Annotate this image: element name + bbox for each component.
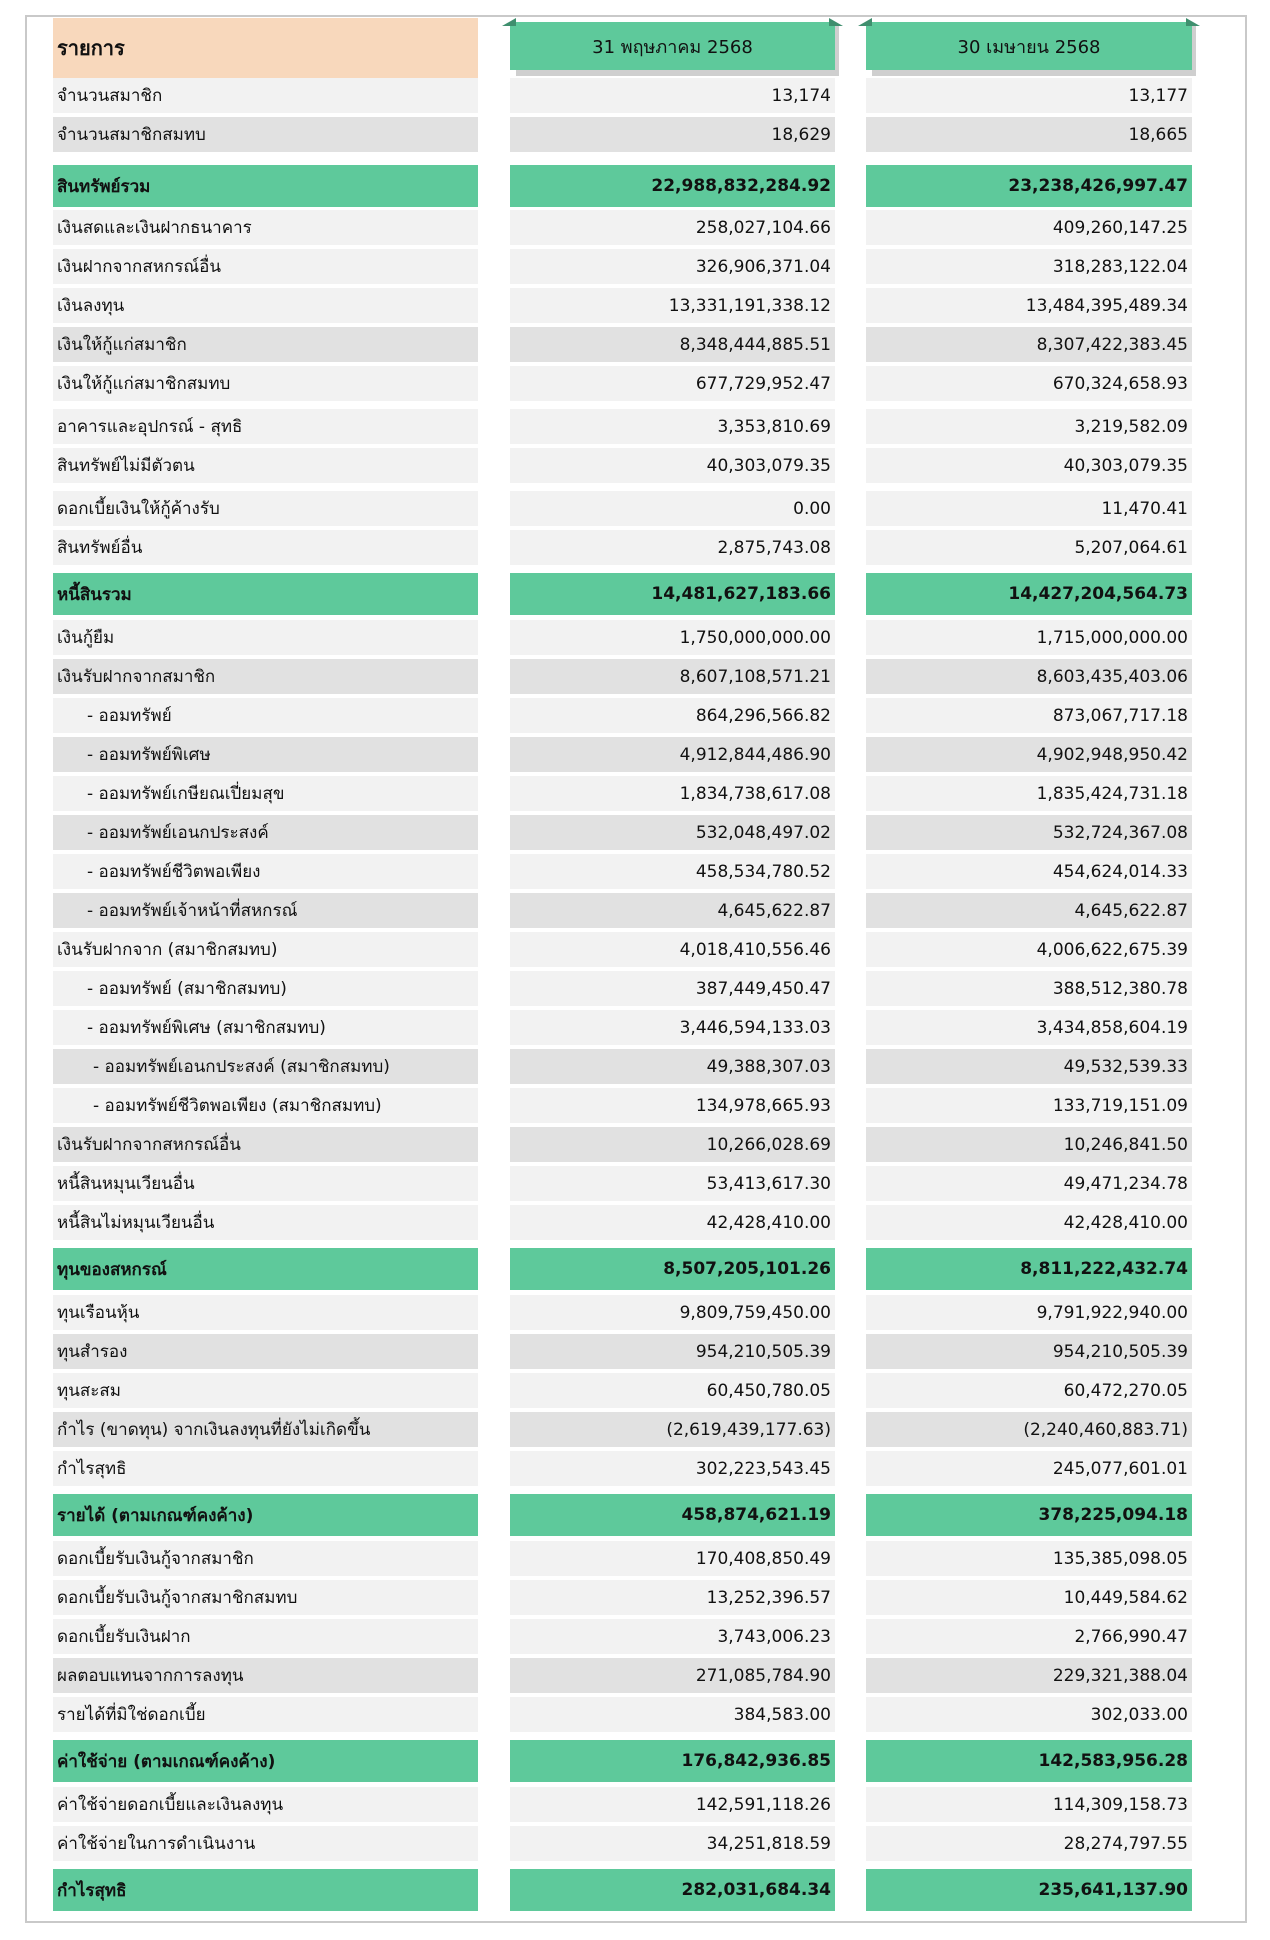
row-value-may: 0.00 [510,491,835,526]
row-label: ค่าใช้จ่าย (ตามเกณฑ์คงค้าง) [53,1740,478,1782]
row-value-may: 677,729,952.47 [510,366,835,401]
row-label: ดอกเบี้ยรับเงินกู้จากสมาชิก [53,1541,478,1576]
row-value-may: 18,629 [510,117,835,152]
row-value-april: 60,472,270.05 [866,1373,1192,1408]
row-value-april: 4,006,622,675.39 [866,932,1192,967]
row-value-may: 2,875,743.08 [510,530,835,565]
row-label: หนี้สินไม่หมุนเวียนอื่น [53,1205,478,1240]
row-value-may: 40,303,079.35 [510,448,835,483]
row-value-april: 42,428,410.00 [866,1205,1192,1240]
row-value-may: 3,353,810.69 [510,409,835,444]
row-value-may: 49,388,307.03 [510,1049,835,1084]
row-label: ทุนสะสม [53,1373,478,1408]
row-label: เงินฝากจากสหกรณ์อื่น [53,249,478,284]
row-label: หนี้สินหมุนเวียนอื่น [53,1166,478,1201]
row-value-may: 13,252,396.57 [510,1580,835,1615]
row-value-may: 3,743,006.23 [510,1619,835,1654]
row-value-april: 318,283,122.04 [866,249,1192,284]
row-value-april: 378,225,094.18 [866,1494,1192,1536]
row-label: รายได้ (ตามเกณฑ์คงค้าง) [53,1494,478,1536]
row-value-may: 1,750,000,000.00 [510,620,835,655]
row-value-april: 8,811,222,432.74 [866,1248,1192,1290]
row-value-april: 1,835,424,731.18 [866,776,1192,811]
row-label: ดอกเบี้ยเงินให้กู้ค้างรับ [53,491,478,526]
row-label: - ออมทรัพย์เอนกประสงค์ [53,815,478,850]
column-header-may [510,18,835,76]
row-value-april: 142,583,956.28 [866,1740,1192,1782]
row-value-may: 42,428,410.00 [510,1205,835,1240]
row-value-april: 13,177 [866,78,1192,113]
row-value-april: 9,791,922,940.00 [866,1295,1192,1330]
row-value-april: 3,219,582.09 [866,409,1192,444]
row-label: เงินรับฝากจากสมาชิก [53,659,478,694]
row-label: เงินให้กู้แก่สมาชิกสมทบ [53,366,478,401]
row-label: - ออมทรัพย์เอนกประสงค์ (สมาชิกสมทบ) [53,1049,478,1084]
row-value-april: 388,512,380.78 [866,971,1192,1006]
row-label: รายได้ที่มิใช่ดอกเบี้ย [53,1697,478,1732]
row-label: เงินลงทุน [53,288,478,323]
row-value-april: 454,624,014.33 [866,854,1192,889]
row-value-may: 170,408,850.49 [510,1541,835,1576]
row-value-may: 10,266,028.69 [510,1127,835,1162]
row-value-april: 302,033.00 [866,1697,1192,1732]
row-label: จำนวนสมาชิกสมทบ [53,117,478,152]
column-header-may-text: 31 พฤษภาคม 2568 [592,36,753,58]
row-value-may: 13,174 [510,78,835,113]
row-value-april: (2,240,460,883.71) [866,1412,1192,1447]
row-value-april: 49,532,539.33 [866,1049,1192,1084]
row-value-may: 458,534,780.52 [510,854,835,889]
row-label: - ออมทรัพย์ชีวิตพอเพียง (สมาชิกสมทบ) [53,1088,478,1123]
row-value-may: 13,331,191,338.12 [510,288,835,323]
row-label: ผลตอบแทนจากการลงทุน [53,1658,478,1693]
row-value-april: 28,274,797.55 [866,1826,1192,1861]
row-label: กำไรสุทธิ [53,1451,478,1486]
row-label: เงินรับฝากจาก (สมาชิกสมทบ) [53,932,478,967]
row-value-april: 2,766,990.47 [866,1619,1192,1654]
row-label: - ออมทรัพย์เจ้าหน้าที่สหกรณ์ [53,893,478,928]
row-value-april: 10,246,841.50 [866,1127,1192,1162]
row-value-april: 5,207,064.61 [866,530,1192,565]
row-value-april: 4,902,948,950.42 [866,737,1192,772]
row-label: สินทรัพย์อื่น [53,530,478,565]
row-value-may: 4,018,410,556.46 [510,932,835,967]
row-label: เงินให้กู้แก่สมาชิก [53,327,478,362]
row-label: เงินรับฝากจากสหกรณ์อื่น [53,1127,478,1162]
row-value-april: 114,309,158.73 [866,1787,1192,1822]
header-label: รายการ [53,18,478,78]
row-label: ค่าใช้จ่ายในการดำเนินงาน [53,1826,478,1861]
row-value-april: 235,641,137.90 [866,1869,1192,1911]
row-value-may: 302,223,543.45 [510,1451,835,1486]
column-header-april [866,18,1192,76]
row-value-april: 229,321,388.04 [866,1658,1192,1693]
row-value-may: 387,449,450.47 [510,971,835,1006]
row-value-may: 60,450,780.05 [510,1373,835,1408]
row-value-april: 4,645,622.87 [866,893,1192,928]
row-value-may: 532,048,497.02 [510,815,835,850]
row-label: ทุนเรือนหุ้น [53,1295,478,1330]
row-value-april: 245,077,601.01 [866,1451,1192,1486]
row-value-may: 142,591,118.26 [510,1787,835,1822]
row-value-april: 18,665 [866,117,1192,152]
row-value-april: 8,603,435,403.06 [866,659,1192,694]
row-label: ดอกเบี้ยรับเงินกู้จากสมาชิกสมทบ [53,1580,478,1615]
row-value-may: 864,296,566.82 [510,698,835,733]
row-value-april: 40,303,079.35 [866,448,1192,483]
row-value-may: 9,809,759,450.00 [510,1295,835,1330]
row-value-may: 458,874,621.19 [510,1494,835,1536]
row-value-may: 4,645,622.87 [510,893,835,928]
row-value-may: 14,481,627,183.66 [510,573,835,615]
row-value-april: 11,470.41 [866,491,1192,526]
row-label: - ออมทรัพย์ [53,698,478,733]
row-value-may: 1,834,738,617.08 [510,776,835,811]
row-label: หนี้สินรวม [53,573,478,615]
row-label: กำไร (ขาดทุน) จากเงินลงทุนที่ยังไม่เกิดขึ้น [53,1412,478,1447]
row-value-may: 4,912,844,486.90 [510,737,835,772]
row-value-april: 135,385,098.05 [866,1541,1192,1576]
row-value-may: 258,027,104.66 [510,210,835,245]
row-value-april: 3,434,858,604.19 [866,1010,1192,1045]
row-label: อาคารและอุปกรณ์ - สุทธิ [53,409,478,444]
row-value-may: 271,085,784.90 [510,1658,835,1693]
row-value-april: 670,324,658.93 [866,366,1192,401]
row-value-may: 282,031,684.34 [510,1869,835,1911]
row-value-may: 134,978,665.93 [510,1088,835,1123]
row-label: ทุนสำรอง [53,1334,478,1369]
row-label: ทุนของสหกรณ์ [53,1248,478,1290]
row-label: - ออมทรัพย์เกษียณเปี่ยมสุข [53,776,478,811]
row-value-may: 34,251,818.59 [510,1826,835,1861]
row-value-april: 133,719,151.09 [866,1088,1192,1123]
row-value-may: 384,583.00 [510,1697,835,1732]
row-label: - ออมทรัพย์พิเศษ [53,737,478,772]
row-value-april: 49,471,234.78 [866,1166,1192,1201]
row-value-april: 13,484,395,489.34 [866,288,1192,323]
row-value-april: 409,260,147.25 [866,210,1192,245]
row-label: - ออมทรัพย์ (สมาชิกสมทบ) [53,971,478,1006]
row-value-may: 176,842,936.85 [510,1740,835,1782]
column-header-april-text: 30 เมษายน 2568 [957,36,1101,58]
row-label: - ออมทรัพย์พิเศษ (สมาชิกสมทบ) [53,1010,478,1045]
row-value-april: 532,724,367.08 [866,815,1192,850]
row-value-april: 8,307,422,383.45 [866,327,1192,362]
row-label: กำไรสุทธิ [53,1869,478,1911]
row-label: จำนวนสมาชิก [53,78,478,113]
row-label: เงินสดและเงินฝากธนาคาร [53,210,478,245]
row-value-april: 23,238,426,997.47 [866,165,1192,207]
row-label: ดอกเบี้ยรับเงินฝาก [53,1619,478,1654]
row-value-may: 8,348,444,885.51 [510,327,835,362]
row-label: เงินกู้ยืม [53,620,478,655]
row-value-may: 954,210,505.39 [510,1334,835,1369]
row-label: สินทรัพย์รวม [53,165,478,207]
row-value-may: 22,988,832,284.92 [510,165,835,207]
row-value-may: (2,619,439,177.63) [510,1412,835,1447]
row-value-may: 8,507,205,101.26 [510,1248,835,1290]
row-label: ค่าใช้จ่ายดอกเบี้ยและเงินลงทุน [53,1787,478,1822]
row-value-april: 10,449,584.62 [866,1580,1192,1615]
row-value-may: 326,906,371.04 [510,249,835,284]
row-value-may: 3,446,594,133.03 [510,1010,835,1045]
row-value-april: 873,067,717.18 [866,698,1192,733]
row-label: - ออมทรัพย์ชีวิตพอเพียง [53,854,478,889]
row-value-may: 8,607,108,571.21 [510,659,835,694]
row-label: สินทรัพย์ไม่มีตัวตน [53,448,478,483]
row-value-april: 1,715,000,000.00 [866,620,1192,655]
row-value-april: 14,427,204,564.73 [866,573,1192,615]
row-value-may: 53,413,617.30 [510,1166,835,1201]
row-value-april: 954,210,505.39 [866,1334,1192,1369]
